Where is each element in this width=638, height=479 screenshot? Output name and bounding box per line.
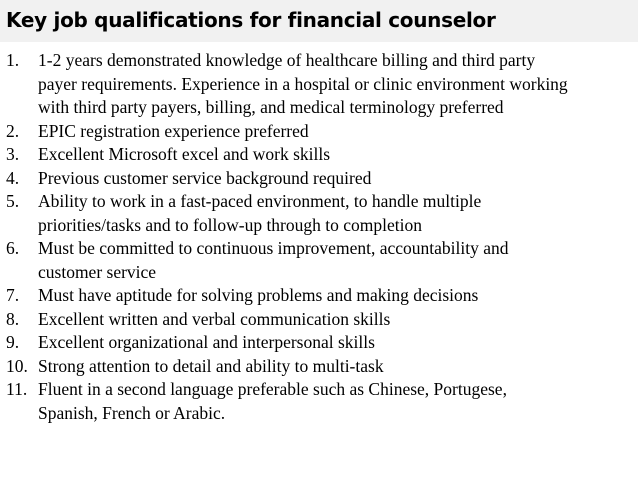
list-item-line: payer requirements. Experience in a hospital or clinic environment working [38, 73, 568, 94]
list-item-number: 6. [6, 238, 20, 258]
list-item-line: customer service [38, 261, 157, 282]
list-item-line: Strong attention to detail and ability to multi-task [38, 355, 384, 376]
list-item-number: 5. [6, 191, 20, 211]
list-item-number: 7. [6, 285, 20, 305]
list-item-number: 4. [6, 167, 20, 188]
list-item-line: with third party payers, billing, and medical terminology preferred [38, 97, 504, 117]
list-item-number: 3. [6, 144, 20, 164]
list-item-number: 11. [6, 379, 28, 399]
list-item-line: Excellent written and verbal communication skills [38, 308, 391, 329]
list-item-line: EPIC registration experience preferred [38, 120, 309, 141]
list-item-line: Spanish, French or Arabic. [38, 402, 226, 423]
list-item [0, 378, 638, 425]
list-item [0, 284, 638, 308]
list-item-line: priorities/tasks and to follow-up through to completion [38, 214, 422, 235]
list-item-line: 1-2 years demonstrated knowledge of healthcare billing and third party [38, 50, 536, 70]
page-title: Key job qualifications for financial counselor [6, 8, 496, 32]
list-item-number: 8. [6, 308, 20, 329]
list-item-number: 2. [6, 120, 20, 141]
list-item-line: Must be committed to continuous improvement, accountability and [38, 238, 509, 258]
list-item [0, 331, 638, 355]
list-item [0, 120, 638, 144]
list-item [0, 355, 638, 379]
title-bar [0, 0, 638, 42]
list-item [0, 308, 638, 332]
list-item-number: 1. [6, 50, 20, 70]
list-item [0, 49, 638, 120]
list-item [0, 143, 638, 167]
list-item-line: Excellent Microsoft excel and work skills [38, 144, 331, 164]
list-item [0, 190, 638, 237]
qualifications-list [0, 49, 638, 425]
list-item-line: Excellent organizational and interpersonal skills [38, 332, 375, 352]
list-item-number: 9. [6, 332, 20, 352]
list-item-line: Must have aptitude for solving problems and making decisions [38, 285, 479, 305]
list-item-number: 10. [6, 355, 28, 376]
list-item-line: Fluent in a second language preferable such as Chinese, Portugese, [38, 379, 507, 399]
list-item-line: Ability to work in a fast-paced environment, to handle multiple [38, 191, 482, 211]
list-item [0, 237, 638, 284]
list-item [0, 167, 638, 191]
list-item-line: Previous customer service background required [38, 167, 372, 188]
